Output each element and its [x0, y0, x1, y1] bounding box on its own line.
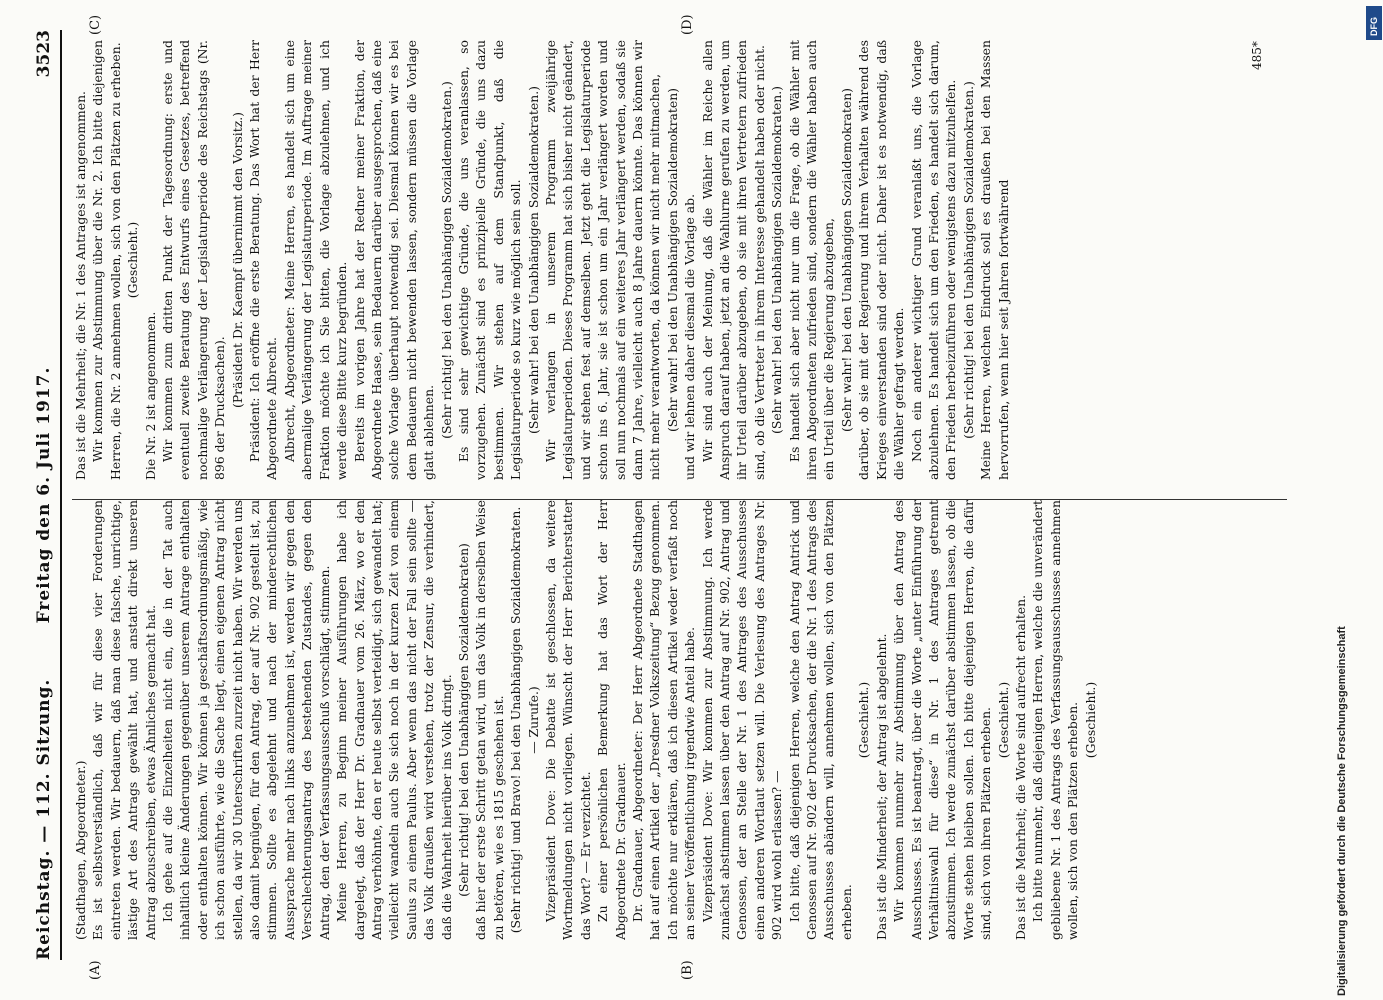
paragraph: (Sehr richtig! bei den Unabhängigen Sozialdemokraten.) [438, 81, 454, 439]
paragraph: Vizepräsident Dove: Die Debatte ist geschlossen, da weitere Wortmeldungen nicht vorliegen. Wünscht der Herr Berichterstatter das Wort? — Er verzichtet. [542, 500, 593, 940]
page-header [30, 30, 62, 960]
paragraph: Bereits im vorigen Jahre hat der Redner meiner Fraktion, der Abgeordnete Haase, sein Bedauern darüber ausgesprochen, daß eine solche Vorlage überhaupt notwendig sei. Diesmal können wir es bei dem Bedauern nicht bewenden lassen, sondern müssen die Vorlage glatt ablehnen. [351, 40, 437, 480]
digitization-note-text: Digitalisierung gefördert durch die Deutsche Forschungsgemeinschaft [1336, 626, 1348, 996]
paragraph: Das ist die Minderheit; der Antrag ist abgelehnt. [873, 633, 889, 940]
paragraph: Meine Herren, zu Beginn meiner Ausführungen habe ich dargelegt, daß der Herr Dr. Gradnauer vom 26. März, wo er den Antrag verhöhnte, den er heute selbst verteidigt, sich gewandelt hat; vielleicht wandeln auch Sie sich noch in der kurzen Zeit von einem Saulus zu einem Paulus. Aber wenn das nicht der Fall sein sollte — das Volk draußen wird verstehen, trotz der Zensur, die verhindert, daß die Wahrheit hierüber ins Volk dringt. [334, 500, 454, 940]
paragraph: (Sehr wahr! bei den Unabhängigen Sozialdemokraten.) [769, 86, 785, 434]
paragraph: Ich gehe auf die Einzelheiten nicht ein, die in der Tat auch inhaltlich kleine Änderungen gegenüber unserem Antrage enthalten oder enthalten können. Wir können ja geschäftsordnungsmäßig, wie ich schon ausführte, wie die Sache liegt, einen eigenen Antrag nicht stellen, da wir 30 Unterschriften zurzeit nicht haben. Wir werden uns also damit begnügen, für den Antrag, der auf Nr. 902 gestellt ist, zu stimmen. Sollte es abgelehnt und nach der minderechtlichen Aussprache mehr nach links anzunehmen ist, werden wir gegen den Verschlechterungsantrag des bestehenden Zustandes, gegen den Antrag, den der Verfassungsausschuß vorschlägt, stimmen. [160, 500, 332, 940]
paragraph: (Geschieht.) [125, 221, 141, 299]
paragraph: Ich bitte, daß diejenigen Herren, welche den Antrag Antrick und Genossen auf Nr. 902 der Drucksachen, der die Nr. 1 des Antrags des Ausschusses abändern will, annehmen wollen, sich von den Plätzen erheben. [786, 500, 854, 940]
paragraph: Wir kommen nunmehr zur Abstimmung über den Antrag des Ausschusses. Es ist beantragt, über die Worte „unter Einführung der Verhältniswahl für diese“ in Nr. 1 des Antrages getrennt abzustimmen. Ich werde zunächst darüber abstimmen lassen, ob die Worte stehen bleiben sollen. Ich bitte diejenigen Herren, die dafür sind, sich von ihren Plätzen erheben. [891, 500, 994, 940]
dfg-logo [1366, 6, 1382, 40]
paragraph: (Sehr richtig! bei den Unabhängigen Sozialdemokraten) [455, 543, 471, 897]
paragraph: Noch ein anderer wichtiger Grund veranlaßt uns, die Vorlage abzulehnen. Es handelt sich um den Frieden, es handelt sich darum, den Frieden herbeizuführen oder wenigstens dazu mitzuhelfen. [908, 40, 959, 480]
paragraph: Vizepräsident Dove: Wir kommen zur Abstimmung. Ich werde zunächst abstimmen lassen über den Antrag auf Nr. 902, Antrag und Genossen, der an Stelle der Nr. 1 des Antrages des Ausschusses einen anderen Wortlaut setzen will. Die Verlesung des Antrages Nr. 902 wird wohl erlassen? — [699, 500, 785, 940]
paragraph: Es ist selbstverständlich, daß wir für diese vier Forderungen eintreten werden. Wir bedauern, daß man diese falsche, unrichtige, lästige Art des Antrags gewählt hat, und anstatt direkt unseren Antrag abzuschreiben, etwas Ähnliches gemacht hat. [90, 500, 158, 940]
page-number: 3523 [34, 30, 54, 78]
header-session: Reichstag. — 112. Sitzung. [34, 678, 54, 960]
footer-mark: 485* [1250, 41, 1264, 70]
paragraph: (Sehr wahr! bei den Unabhängigen Sozialdemokraten.) [525, 86, 541, 434]
paragraph: Präsident: Ich eröffne die erste Beratung. Das Wort hat der Herr Abgeordnete Albrecht. [247, 40, 280, 480]
paragraph: (Geschieht.) [1082, 681, 1098, 759]
paragraph: Die Nr. 2 ist angenommen. [142, 311, 158, 480]
dfg-logo-text: DFG [1369, 17, 1379, 36]
paragraph: Das ist die Mehrheit; die Nr. 1 des Antrages ist angenommen. [73, 91, 88, 480]
header-date: Freitag den 6. Juli 1917. [34, 366, 54, 624]
paragraph: (Sehr wahr! bei den Unabhängigen Sozialdemokraten) [664, 87, 680, 433]
paragraph: Es handelt sich aber nicht nur um die Frage, ob die Wähler mit ihren Abgeordneten zufrieden sind, sondern die Wähler haben auch ein Urteil über die Regierung abzugeben, [786, 40, 837, 480]
digitization-note [1336, 6, 1356, 996]
paragraph: (Sehr richtig! und Bravo! bei den Unabhängigen Sozialdemokraten. — Zurufe.) [508, 506, 541, 934]
paragraph: daß hier der erste Schritt getan wird, um das Volk in derselben Weise zu betören, wie es 1815 geschehen ist. [473, 500, 506, 940]
paragraph: Das ist die Mehrheit; die Worte sind aufrecht erhalten. [1012, 594, 1028, 940]
left-text-column [72, 500, 1287, 940]
paragraph: darüber, ob sie mit der Regierung und ihrem Verhalten während des Krieges einverstanden sind oder nicht. Daher ist es notwendig, daß die Wähler gefragt werden. [856, 40, 907, 480]
paragraph: (Stadthagen, Abgeordneter.) [73, 760, 88, 940]
paragraph: Wir kommen zur Abstimmung über die Nr. 2. Ich bitte diejenigen Herren, die Nr. 2 annehmen wollen, sich von den Plätzen zu erheben. [90, 40, 123, 480]
paragraph: Meine Herren, welchen Eindruck soll es draußen bei den Massen hervorrufen, wenn hier seit Jahren fortwährend [978, 40, 1011, 480]
paragraph: Es sind sehr gewichtige Gründe, die uns veranlassen, so vorzugehen. Zunächst sind es prinzipielle Gründe, die uns dazu bestimmen. Wir stehen auf dem Standpunkt, daß die Legislaturperiode so kurz wie möglich sein soll. [455, 40, 524, 480]
column-divider [72, 499, 1287, 500]
margin-mark-b: (B) [680, 960, 695, 980]
paragraph: (Sehr richtig! bei den Unabhängigen Sozialdemokraten.) [960, 81, 976, 439]
paragraph: Ich bitte nunmehr, daß diejenigen Herren, welche die unverändert gebliebene Nr. 1 des Antrags des Verfassungsausschusses annehmen wollen, sich von den Plätzen erheben. [1030, 500, 1081, 940]
paragraph: (Präsident Dr. Kaempf übernimmt den Vorsitz.) [229, 111, 245, 409]
paragraph: Wir verlangen in unserem Programm zweijährige Legislaturperioden. Dieses Programm hat sich bisher nicht geändert, und wir stehen fest auf demselben. Jetzt geht die Legislaturperiode schon ins 6. Jahr, sie ist schon um ein Jahr verlängert worden und soll nun nochmals auf ein weiteres Jahr verlängert werden, sodaß sie dann 7 Jahre, vielleicht auch 8 Jahre dauern könnte. Das können wir nicht mehr verantworten, da können wir nicht mehr mitmachen, [542, 40, 663, 480]
margin-mark-d: (D) [680, 14, 695, 35]
paragraph: Wir sind auch der Meinung, daß die Wähler im Reiche allen Anspruch darauf haben, jetzt an die Wahlurne gerufen zu werden, um ihr Urteil darüber abzugeben, ob sie mit ihren Vertretern zufrieden sind, ob die Vertreter in ihrem Interesse gehandelt haben oder nicht. [699, 40, 767, 480]
paragraph: Albrecht, Abgeordneter: Meine Herren, es handelt sich um eine abermalige Verlängerung der Legislaturperiode. Im Auftrage meiner Fraktion möchte ich Sie bitten, die Vorlage abzulehnen, und ich werde diese Bitte kurz begründen. [281, 40, 350, 480]
paragraph: Dr. Gradnauer, Abgeordneter: Der Herr Abgeordnete Stadthagen hat auf einen Artikel der „Dresdner Volkszeitung“ Bezug genommen. Ich möchte nur erklären, daß ich diesen Artikel weder verfaßt noch an seiner Veröffentlichung irgendwie Anteil habe. [630, 500, 698, 940]
paragraph: (Geschieht.) [856, 681, 872, 759]
paragraph: und wir lehnen daher diesmal die Vorlage ab. [682, 193, 698, 480]
margin-mark-a: (A) [88, 960, 103, 980]
right-text-column [72, 40, 1287, 480]
paragraph: (Geschieht.) [995, 681, 1011, 759]
paragraph: Zu einer persönlichen Bemerkung hat das Wort der Herr Abgeordnete Dr. Gradnauer. [595, 500, 628, 940]
paragraph: (Sehr wahr! bei den Unabhängigen Sozialdemokraten) [838, 87, 854, 433]
paragraph: Wir kommen zum dritten Punkt der Tagesordnung: erste und eventuell zweite Beratung des Entwurfs eines Gesetzes, betreffend nochmalige Verlängerung der Legislaturperiode des Reichstags (Nr. 896 der Drucksachen). [160, 40, 228, 480]
margin-mark-c: (C) [88, 14, 103, 35]
